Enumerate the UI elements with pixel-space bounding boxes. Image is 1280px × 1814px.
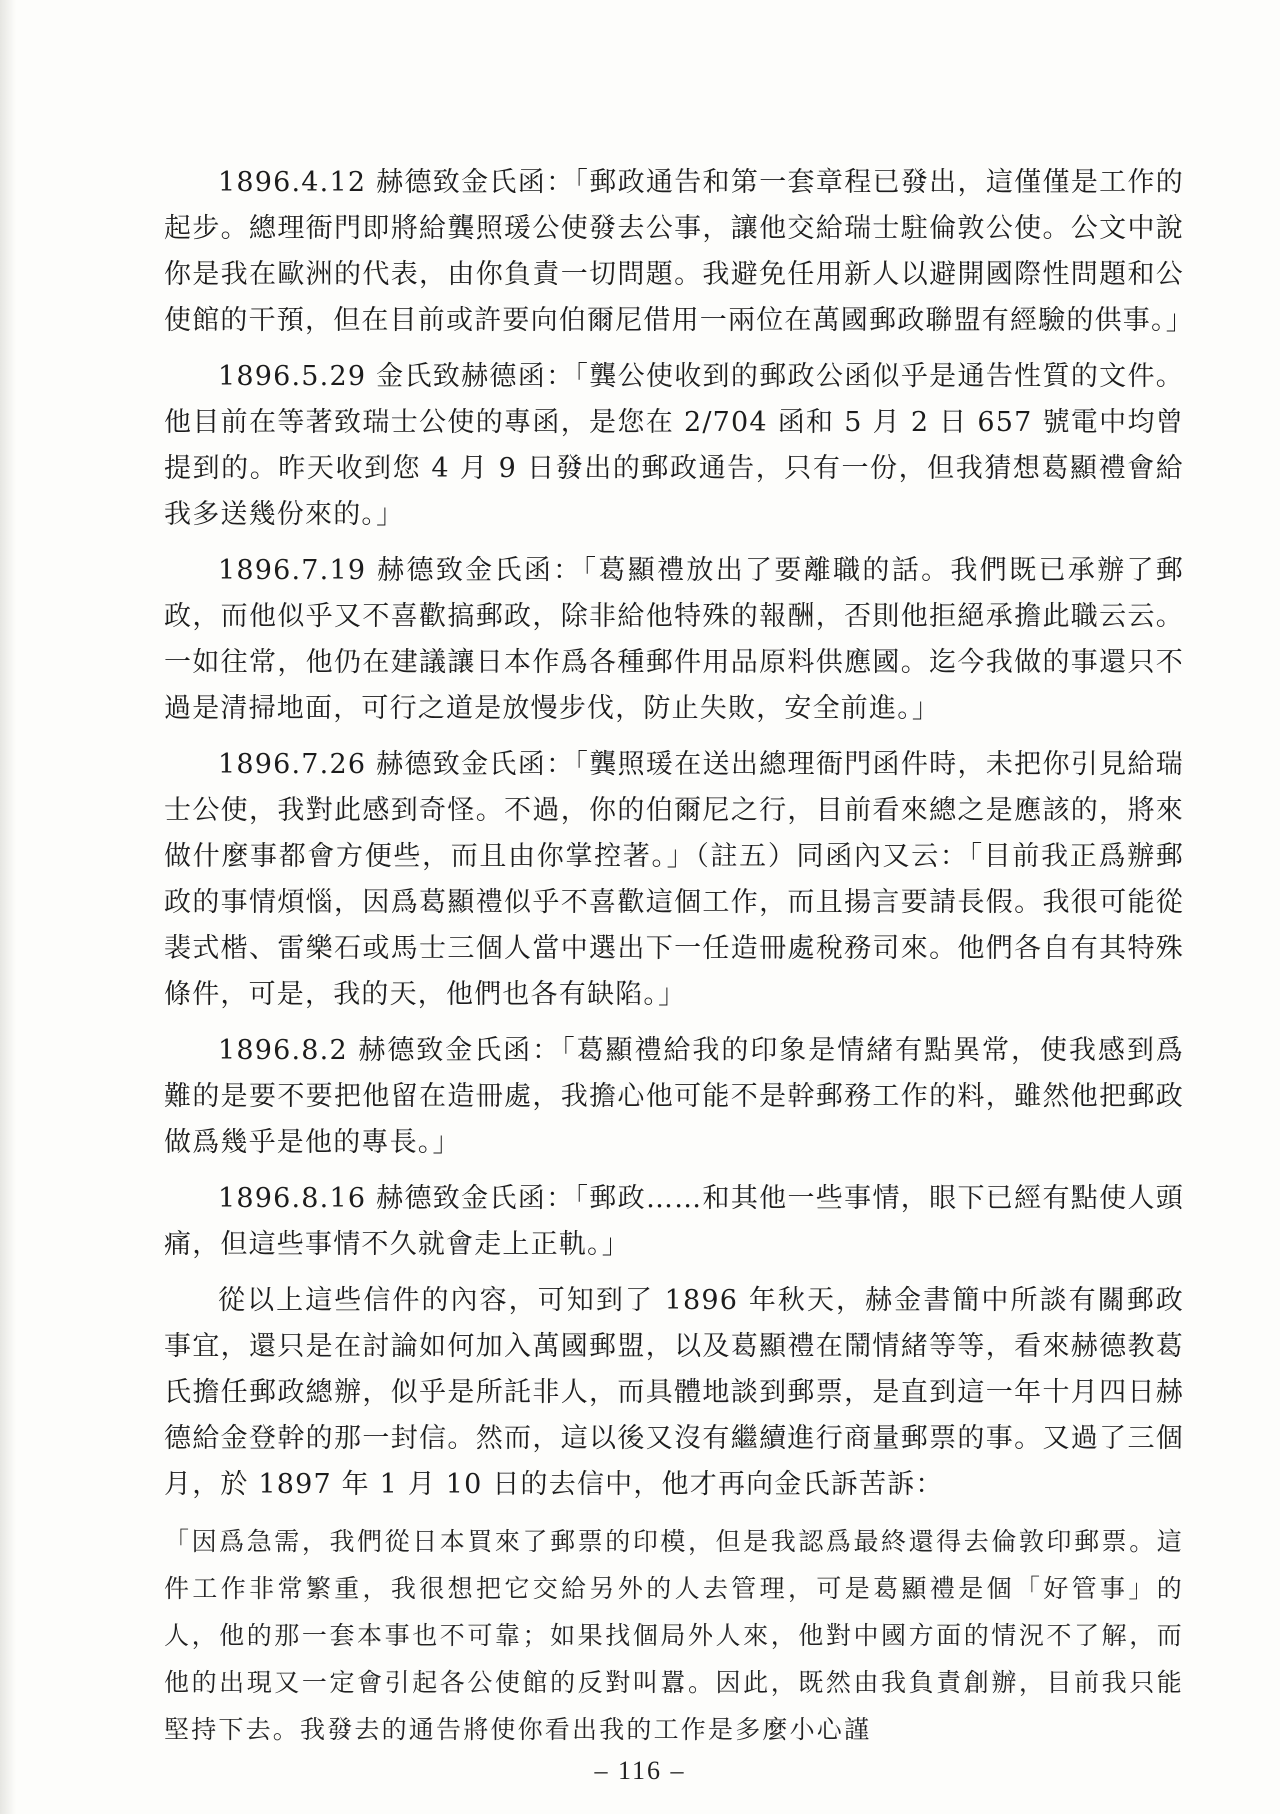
body-text	[164, 160, 1194, 1753]
quoted-letter-1897: 「因爲急需，我們從日本買來了郵票的印模，但是我認爲最終還得去倫敦印郵票。這件工作非常繁重，我很想把它交給另外的人去管理，可是葛顯禮是個「好管事」的人，他的那一套本事也不可靠；如果找個局外人來，他對中國方面的情況不了解，而他的出現又一定會引起各公使館的反對叫囂。因此，既然由我負責創辦，目前我只能堅持下去。我發去的通告將使你看出我的工作是多麼小心謹	[164, 1527, 1184, 1744]
letter-1896-8-16: 1896.8.16 赫德致金氏函：「郵政……和其他一些事情，眼下已經有點使人頭痛，但這些事情不久就會走上正軌。」	[164, 1183, 1184, 1260]
page-number: – 116 –	[594, 1756, 686, 1785]
letter-1896-7-26: 1896.7.26 赫德致金氏函：「龔照瑗在送出總理衙門函件時，未把你引見給瑞士公使，我對此感到奇怪。不過，你的伯爾尼之行，目前看來總之是應該的，將來做什麼事都會方便些，而且由你掌控著。」（註五）同函內又云：「目前我正爲辦郵政的事情煩惱，因爲葛顯禮似乎不喜歡這個工作，而且揚言要請長假。我很可能從裴式楷、雷樂石或馬士三個人當中選出下一任造冊處稅務司來。他們各自有其特殊條件，可是，我的天，他們也各有缺陷。」	[164, 749, 1184, 1010]
scan-edge-shadow	[0, 0, 16, 1814]
letter-1896-7-19: 1896.7.19 赫德致金氏函：「葛顯禮放出了要離職的話。我們既已承辦了郵政，而他似乎又不喜歡搞郵政，除非給他特殊的報酬，否則他拒絕承擔此職云云。一如往常，他仍在建議讓日本作爲各種郵件用品原料供應國。迄今我做的事還只不過是清掃地面，可行之道是放慢步伐，防止失敗，安全前進。」	[164, 555, 1184, 724]
summary-paragraph: 從以上這些信件的內容，可知到了 1896 年秋天，赫金書簡中所談有關郵政事宜，還只是在討論如何加入萬國郵盟，以及葛顯禮在鬧情緒等等，看來赫德教葛氏擔任郵政總辦，似乎是所託非人，而具體地談到郵票，是直到這一年十月四日赫德給金登幹的那一封信。然而，這以後又沒有繼續進行商量郵票的事。又過了三個月，於 1897 年 1 月 10 日的去信中，他才再向金氏訴苦訴：	[164, 1285, 1184, 1500]
letter-1896-5-29: 1896.5.29 金氏致赫德函：「龔公使收到的郵政公函似乎是通告性質的文件。他目前在等著致瑞士公使的專函，是您在 2/704 函和 5 月 2 日 657 號電中均曾提到的。昨天收到您 4 月 9 日發出的郵政通告，只有一份，但我猜想葛顯禮會給我多送幾份來的。」	[164, 361, 1184, 530]
letter-1896-4-12: 1896.4.12 赫德致金氏函：「郵政通告和第一套章程已發出，這僅僅是工作的起步。總理衙門即將給龔照瑗公使發去公事，讓他交給瑞士駐倫敦公使。公文中說你是我在歐洲的代表，由你負責一切問題。我避免任用新人以避開國際性問題和公使館的干預，但在目前或許要向伯爾尼借用一兩位在萬國郵政聯盟有經驗的供事。」	[164, 167, 1194, 336]
letter-1896-8-2: 1896.8.2 赫德致金氏函：「葛顯禮給我的印象是情緒有點異常，使我感到爲難的是要不要把他留在造冊處，我擔心他可能不是幹郵務工作的料，雖然他把郵政做爲幾乎是他的專長。」	[164, 1035, 1184, 1158]
